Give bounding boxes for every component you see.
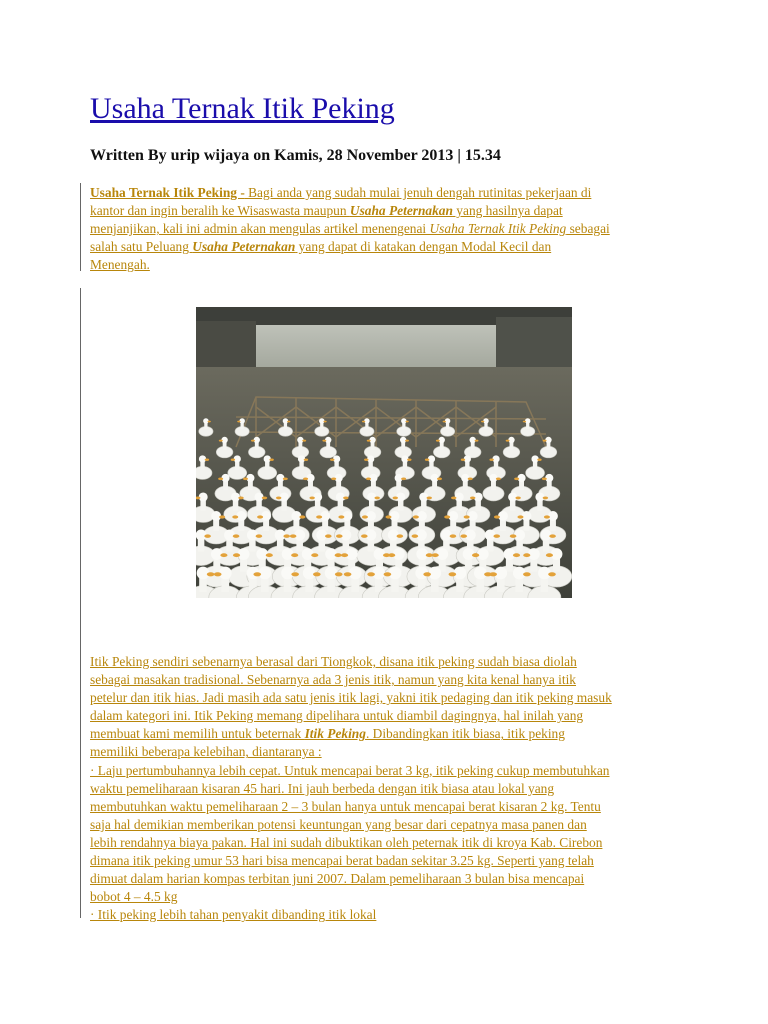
body-text: dalam kategori ini. Itik Peking memang dipelihara untuk diambil dagingnya, hal inilah yang (90, 708, 584, 724)
intro-text: menjanjikan, kali ini admin akan mengulas artikel menengenai (90, 221, 430, 237)
article-title[interactable]: Usaha Ternak Itik Peking (90, 92, 395, 125)
article-byline: Written By urip wijaya on Kamis, 28 November 2013 | 15.34 (90, 147, 501, 164)
intro-paragraph[interactable] (90, 184, 690, 274)
body-text: waktu pemeliharaan kisaran 45 hari. Ini jauh berbeda dengan itik biasa atau lokal yang (90, 780, 555, 796)
body-text: membuat kami memilih untuk beternak (90, 726, 305, 742)
body-text: membutuhkan waktu pemeliharaan 2 – 3 bulan hanya untuk mencapai berat kisaran 2 kg. Tentu (90, 798, 601, 814)
duck-farm-photo (196, 307, 572, 598)
body-text: memiliki beberapa kelebihan, diantaranya : (90, 744, 322, 760)
body-text: . Dibandingkan itik biasa, itik peking (365, 726, 565, 742)
intro-text: Bagi anda yang sudah mulai jenuh dengah rutinitas pekerjaan di (244, 185, 592, 200)
intro-lead[interactable]: Usaha Ternak Itik Peking - (90, 185, 245, 200)
intro-emphasis[interactable]: Usaha Ternak Itik Peking (429, 221, 567, 237)
body-text: dimuat dalam harian kompas terbitan juni 2007. Dalam pemeliharaan 3 bulan bisa mencapai (90, 871, 585, 887)
intro-text: sebagai (566, 221, 610, 237)
intro-text: kantor dan ingin beralih ke Wisaswasta maupun (90, 203, 350, 219)
list-item: · Laju pertumbuhannya lebih cepat. Untuk mencapai berat 3 kg, itik peking cukup membutuhkan (90, 762, 610, 778)
body-text: lebih rendahnya biaya pakan. Hal ini sudah dibuktikan oleh peternak itik di kroya Kab. Cirebon (90, 834, 603, 850)
body-text: dimana itik peking umur 53 hari bisa mencapai berat badan sekitar 3.25 kg. Seperti yang telah (90, 853, 594, 869)
body-text: sebagai masakan tradisional. Sebenarnya ada 3 jenis itik, namun yang kita kenal hanya itik (90, 672, 577, 688)
intro-text: salah satu Peluang (90, 239, 193, 255)
body-text: saja hal demikian memberikan potensi keuntungan yang besar dari cepatnya masa panen dan (90, 816, 587, 832)
body-text: Itik Peking sendiri sebenarnya berasal dari Tiongkok, disana itik peking sudah biasa diolah (90, 654, 577, 669)
quote-divider (80, 183, 81, 271)
quote-divider (80, 288, 81, 918)
body-text: petelur dan itik hias. Jadi masih ada satu jenis itik lagi, yakni itik pedaging dan itik peking masuk (90, 690, 612, 706)
body-paragraph[interactable] (90, 653, 690, 924)
intro-text: yang dapat di katakan dengan Modal Kecil dan (295, 239, 552, 255)
body-emphasis[interactable]: Itik Peking (304, 726, 366, 742)
intro-emphasis[interactable]: Usaha Peternakan (349, 203, 453, 219)
intro-text: Menengah. (90, 257, 150, 273)
intro-text: yang hasilnya dapat (452, 203, 563, 219)
intro-emphasis[interactable]: Usaha Peternakan (192, 239, 296, 255)
body-text: bobot 4 – 4.5 kg (90, 889, 178, 905)
list-item: · Itik peking lebih tahan penyakit dibanding itik lokal (90, 907, 377, 923)
